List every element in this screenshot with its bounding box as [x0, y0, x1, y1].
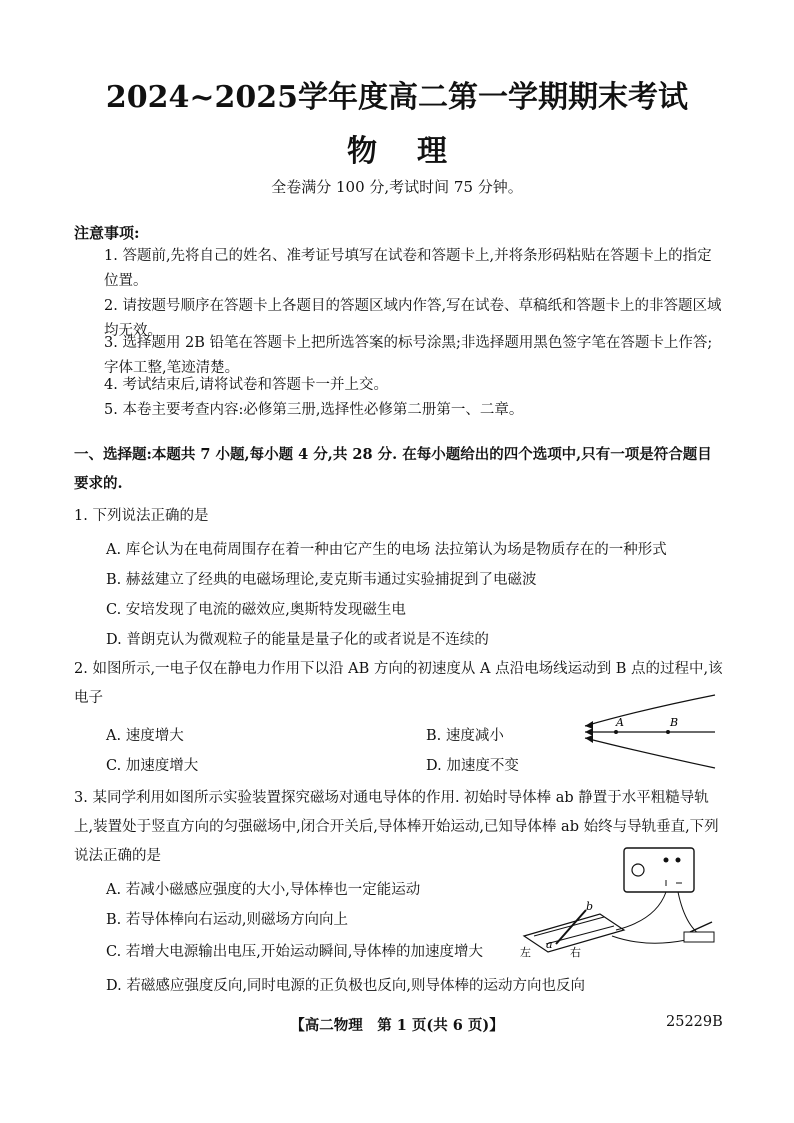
note-item: 3. 选择题用 2B 铅笔在答题卡上把所选答案的标号涂黑;非选择题用黑色签字笔在答题卡上作答;字体工整,笔迹清楚。: [104, 335, 713, 376]
arrow-head-icon: [585, 735, 593, 743]
notes-heading: 注意事项:: [74, 224, 140, 242]
q1-option-a: A. 库仑认为在电荷周围存在着一种由它产生的电场 法拉第认为场是物质存在的一种形式: [106, 542, 667, 558]
q1-option-c: C. 安培发现了电流的磁效应,奥斯特发现磁生电: [106, 602, 406, 618]
note-item: 1. 答题前,先将自己的姓名、准考证号填写在试卷和答题卡上,并将条形码粘贴在答题卡上的指定位置。: [104, 248, 712, 289]
q3-option-a: A. 若减小磁感应强度的大小,导体棒也一定能运动: [106, 882, 421, 898]
left-label: 左: [520, 946, 531, 959]
switch-lever-icon: [690, 922, 712, 932]
page-footer: 【高二物理 第 1 页(共 6 页)】: [290, 1017, 504, 1034]
q1-option-b: B. 赫兹建立了经典的电磁场理论,麦克斯韦通过实验捕捉到了电磁波: [106, 572, 537, 588]
point-b-label: B: [670, 716, 679, 729]
subject-title: 物理: [347, 134, 487, 169]
note-item: 5. 本卷主要考查内容:必修第三册,选择性必修第二册第一、二章。: [104, 402, 524, 418]
arrow-head-icon: [585, 728, 593, 736]
q3-option-b: B. 若导体棒向右运动,则磁场方向向上: [106, 912, 348, 928]
field-line: [585, 695, 715, 726]
q1-option-d: D. 普朗克认为微观粒子的能量是量子化的或者说是不连续的: [106, 632, 489, 648]
point-a-label: A: [616, 716, 624, 729]
electric-field-lines-figure: [580, 690, 720, 770]
wire: [616, 892, 666, 930]
point-b-dot: [666, 730, 670, 734]
wire: [612, 936, 686, 943]
rod-end-a-label: a: [546, 938, 553, 951]
terminal-icon: [664, 858, 669, 863]
paper-code: 25229B: [666, 1014, 723, 1030]
q2-option-b: B. 速度减小: [426, 728, 504, 744]
section-heading: 一、选择题:本题共 7 小题,每小题 4 分,共 28 分. 在每小题给出的四个选项中,只有一项是符合题目要求的.: [74, 446, 712, 492]
point-a-dot: [614, 730, 618, 734]
switch-base: [684, 932, 714, 942]
q2-option-a: A. 速度增大: [106, 728, 184, 744]
q2-option-c: C. 加速度增大: [106, 758, 199, 774]
arrow-head-icon: [585, 721, 593, 729]
q3-option-c: C. 若增大电源输出电压,开始运动瞬间,导体棒的加速度增大: [106, 944, 484, 960]
exam-meta: 全卷满分 100 分,考试时间 75 分钟。: [271, 178, 523, 196]
question-2-stem: 2. 如图所示,一电子仅在静电力作用下以沿 AB 方向的初速度从 A 点沿电场线运动到 B 点的过程中,该电子: [74, 661, 723, 706]
field-line: [585, 738, 715, 768]
question-3-stem: 3. 某同学利用如图所示实验装置探究磁场对通电导体的作用. 初始时导体棒 ab 静置于水平粗糙导轨上,装置处于竖直方向的匀强磁场中,闭合开关后,导体棒开始运动,已知导体棒 ab 始终与导轨垂直,下列说法正确的是: [74, 790, 719, 864]
rod-end-b-label: b: [586, 900, 594, 913]
terminal-icon: [676, 858, 681, 863]
q3-option-d: D. 若磁感应强度反向,同时电源的正负极也反向,则导体棒的运动方向也反向: [106, 978, 586, 994]
exam-title: 2024~2025学年度高二第一学期期末考试: [105, 80, 689, 115]
note-item: 4. 考试结束后,请将试卷和答题卡一并上交。: [104, 377, 389, 393]
right-label: 右: [570, 946, 581, 959]
question-1-stem: 1. 下列说法正确的是: [74, 508, 209, 524]
note-item: 2. 请按题号顺序在答题卡上各题目的答题区域内作答,写在试卷、草稿纸和答题卡上的非答题区域均无效。: [104, 298, 722, 339]
power-supply-box: [624, 848, 694, 892]
rail-apparatus-figure: [516, 840, 736, 970]
q2-option-d: D. 加速度不变: [426, 758, 519, 774]
